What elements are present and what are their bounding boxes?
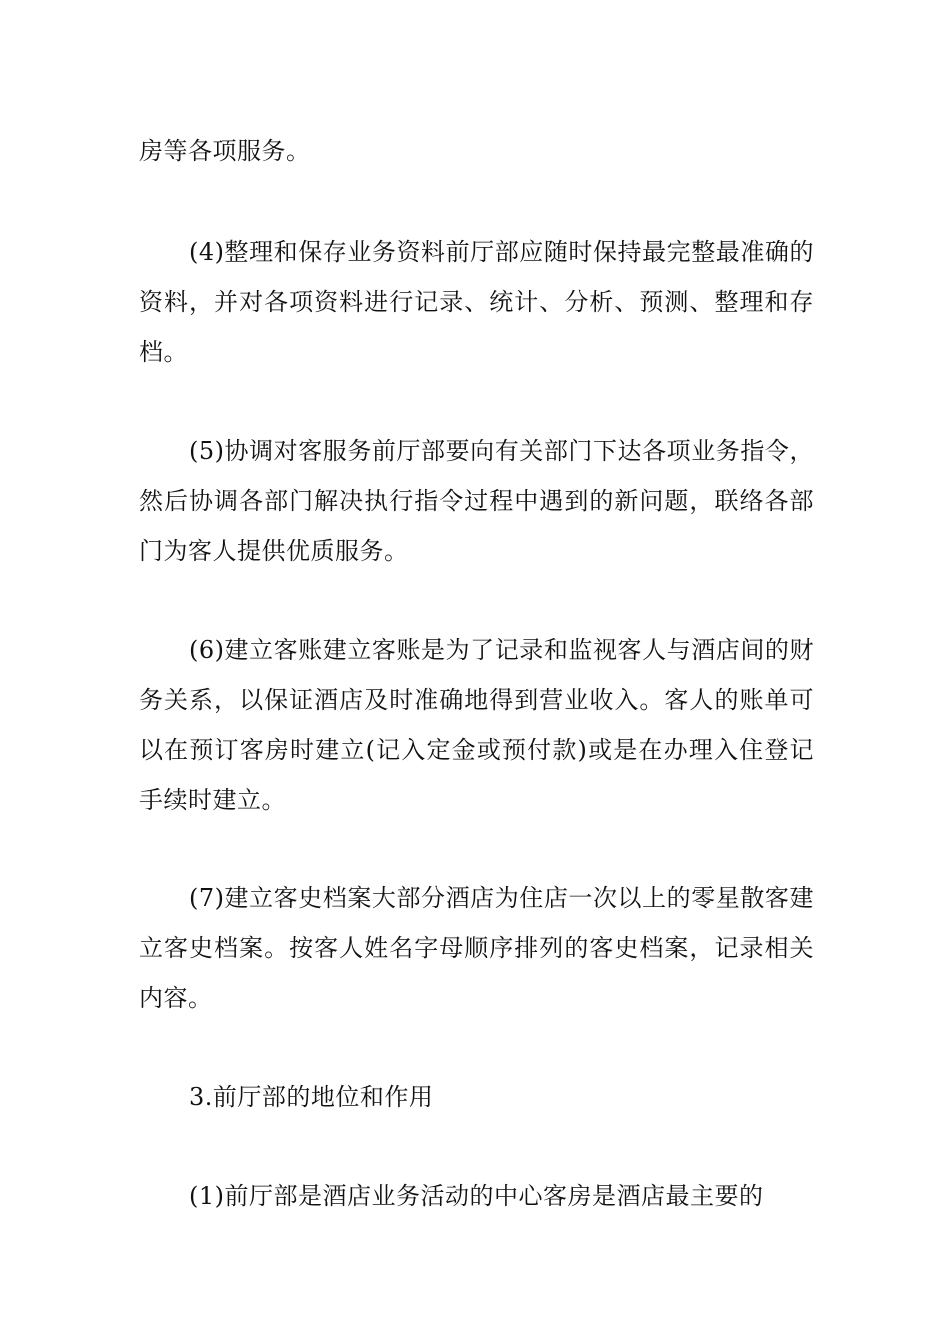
paragraph-continuation: 房等各项服务。 bbox=[139, 137, 311, 165]
paragraph-item-7: (7)建立客史档案大部分酒店为住店一次以上的零星散客建立客史档案。按客人姓名字母顺序排列的客史档案，记录相关内容。 bbox=[139, 884, 814, 1012]
paragraph-item-1: (1)前厅部是酒店业务活动的中心客房是酒店最主要的 bbox=[189, 1182, 764, 1210]
paragraph-item-6: (6)建立客账建立客账是为了记录和监视客人与酒店间的财务关系，以保证酒店及时准确地得到营业收入。客人的账单可以在预订客房时建立(记入定金或预付款)或是在办理入住登记手续时建立。 bbox=[139, 636, 814, 814]
paragraph-item-4: (4)整理和保存业务资料前厅部应随时保持最完整最准确的资料，并对各项资料进行记录、统计、分析、预测、整理和存档。 bbox=[139, 238, 814, 366]
section-heading-3: 3.前厅部的地位和作用 bbox=[189, 1083, 434, 1111]
paragraph-item-5: (5)协调对客服务前厅部要向有关部门下达各项业务指令，然后协调各部门解决执行指令过程中遇到的新问题，联络各部门为客人提供优质服务。 bbox=[139, 437, 814, 565]
